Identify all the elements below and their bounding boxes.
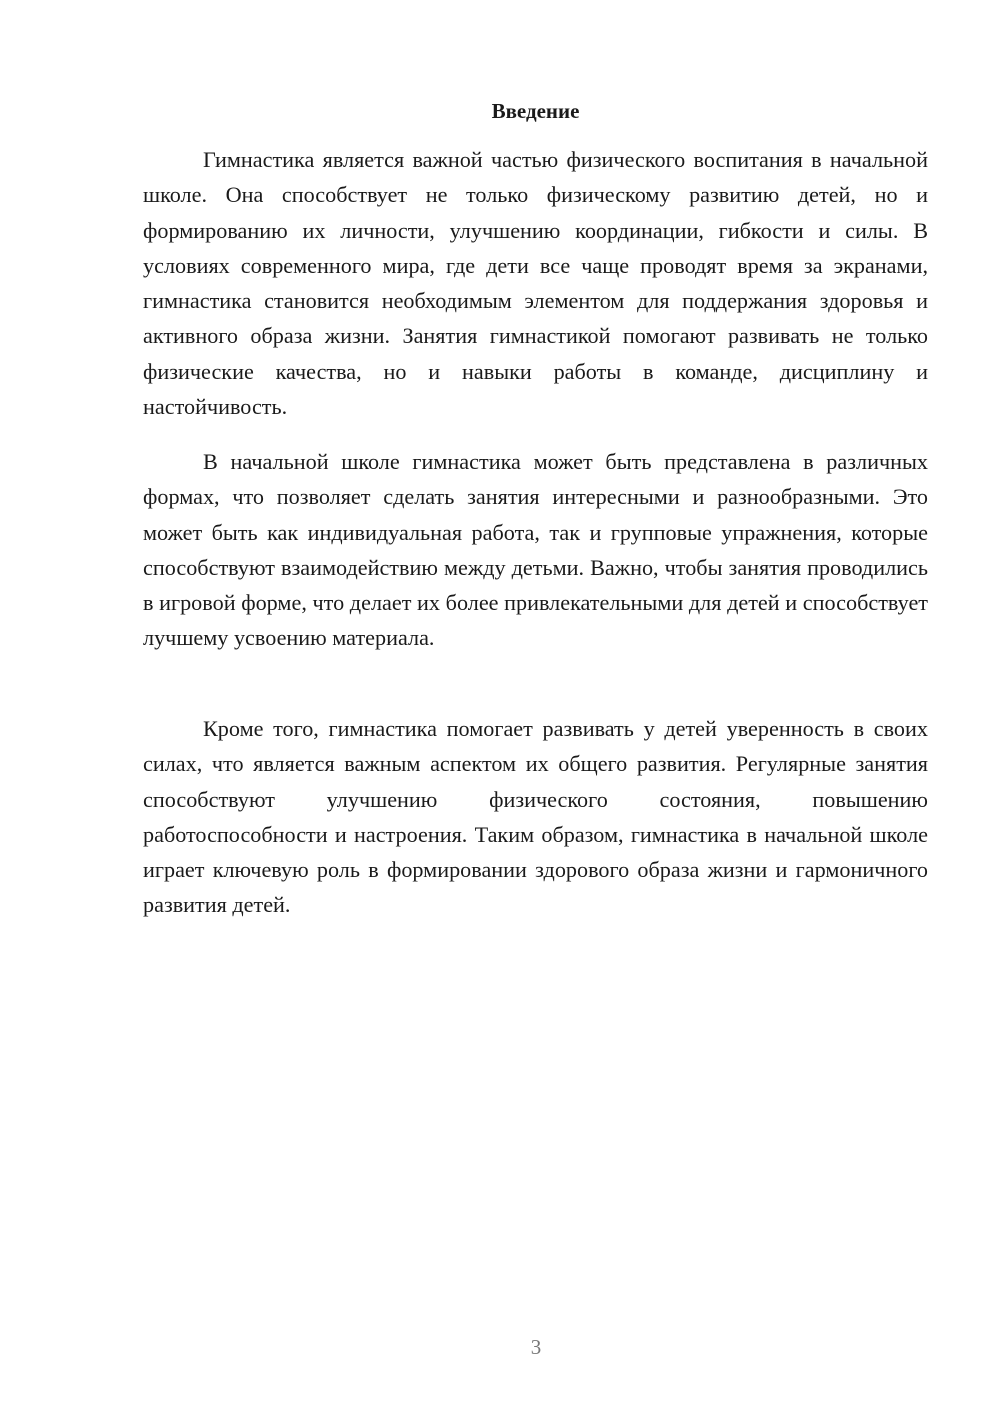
paragraph-3: Кроме того, гимнастика помогает развивать у детей уверенность в своих силах, что является важным аспектом их общего развития. Регулярные занятия способствуют улучшению физического состояния, повышению работоспособности и настроения. Таким образом, гимнастика в начальной школе играет ключевую роль в формировании здорового образа жизни и гармоничного развития детей.	[143, 716, 928, 918]
paragraph-2: В начальной школе гимнастика может быть представлена в различных формах, что позволяет сделать занятия интересными и разнообразными. Это может быть как индивидуальная работа, так и групповые упражнения, которые способствуют взаимодействию между детьми. Важно, чтобы занятия проводились в игровой форме, что делает их более привлекательными для детей и способствует лучшему усвоению материала.	[143, 449, 928, 651]
paragraph-1: Гимнастика является важной частью физического воспитания в начальной школе. Она способствует не только физическому развитию детей, но и формированию их личности, улучшению координации, гибкости и силы. В условиях современного мира, где дети все чаще проводят время за экранами, гимнастика становится необходимым элементом для поддержания здоровья и активного образа жизни. Занятия гимнастикой помогают развивать не только физические качества, но и навыки работы в команде, дисциплину и настойчивость.	[143, 147, 928, 420]
section-heading: Введение	[491, 99, 580, 123]
page-number: 3	[530, 1335, 542, 1359]
